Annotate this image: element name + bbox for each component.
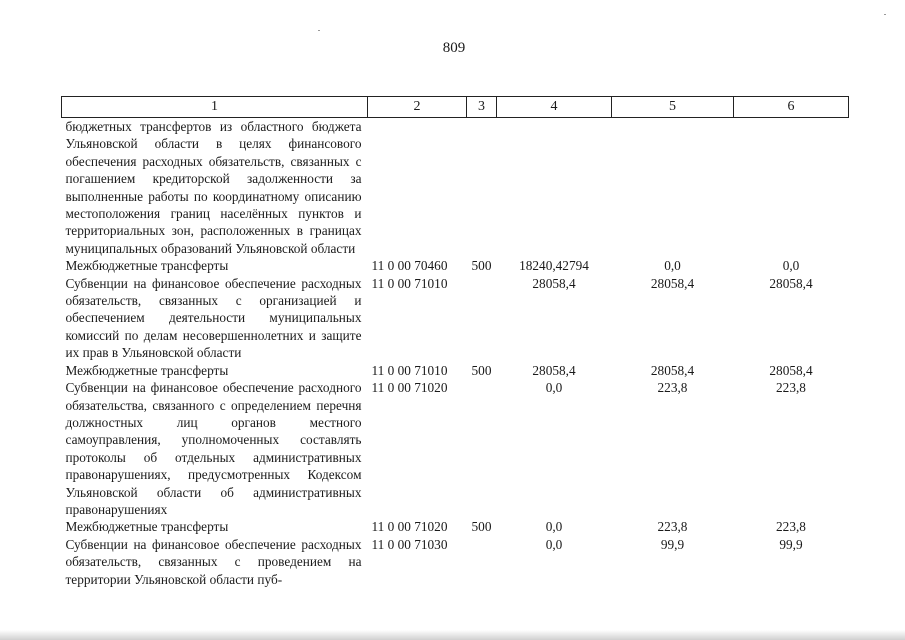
row-description: Субвенции на финансовое обеспечение расходных обязательств, связанных с организацией и обеспечением деятельности муниципальных комиссий по делам несовершеннолетних и защите их прав в Ульяновской области [65, 275, 362, 361]
scan-speck [318, 30, 320, 31]
scan-bottom-edge [0, 630, 905, 640]
budget-table [61, 96, 849, 588]
row-value-6: 223,8 [776, 519, 806, 535]
row-description: Межбюджетные трансферты [65, 519, 229, 535]
scan-speck [884, 14, 886, 15]
row-value-6: 0,0 [782, 258, 800, 274]
row-value-4: 0,0 [545, 519, 563, 535]
row-code: 11 0 00 71030 [371, 536, 448, 552]
table-row [62, 257, 849, 274]
row-value-4: 28058,4 [532, 362, 576, 378]
row-type [467, 536, 497, 588]
row-value-5: 28058,4 [650, 362, 695, 378]
row-type [467, 275, 497, 362]
column-header-6: 6 [734, 97, 849, 118]
column-header-2: 2 [368, 97, 467, 118]
page-number: 809 [442, 40, 466, 56]
table-row [62, 518, 849, 535]
column-header-3: 3 [467, 97, 497, 118]
column-header-5: 5 [612, 97, 734, 118]
row-value-6 [734, 118, 849, 258]
header-row [62, 97, 849, 118]
table-row [62, 536, 849, 588]
row-code [368, 118, 467, 258]
table-row [62, 379, 849, 518]
row-value-4 [497, 118, 612, 258]
table-row [62, 118, 849, 258]
row-value-6: 28058,4 [769, 275, 813, 291]
row-value-4: 0,0 [545, 536, 563, 552]
row-value-6: 223,8 [776, 380, 806, 396]
row-description: Межбюджетные трансферты [65, 362, 229, 378]
row-code: 11 0 00 71010 [371, 362, 448, 378]
row-value-6: 99,9 [779, 536, 803, 552]
row-type: 500 [471, 258, 492, 274]
row-value-4: 18240,42794 [519, 258, 589, 274]
row-code: 11 0 00 70460 [371, 258, 448, 274]
row-code: 11 0 00 71020 [371, 519, 448, 535]
row-type [467, 379, 497, 518]
row-value-4: 28058,4 [532, 275, 576, 291]
row-description: Межбюджетные трансферты [65, 258, 229, 274]
row-code: 11 0 00 71020 [371, 380, 448, 396]
row-value-4: 0,0 [545, 380, 563, 396]
row-value-6: 28058,4 [769, 362, 813, 378]
row-description: Субвенции на финансовое обеспечение расходных обязательств, связанных с проведением на территории Ульяновской области пуб- [65, 536, 362, 587]
column-header-1: 1 [62, 97, 368, 118]
table-row [62, 275, 849, 362]
row-description: бюджетных трансфертов из областного бюджета Ульяновской области в целях финансового обеспечения расходных обязательств, связанных с погашением кредиторской задолженности за выполненные работы по координатному описанию местоположения границ населённых пунктов и территориальных зон, расположенных в границах муниципальных образований Ульяновской области [65, 119, 362, 256]
row-type: 500 [471, 519, 492, 535]
column-header-4: 4 [497, 97, 612, 118]
row-value-5: 99,9 [660, 536, 685, 552]
table-row [62, 362, 849, 379]
row-value-5: 28058,4 [650, 275, 695, 291]
row-code: 11 0 00 71010 [371, 275, 448, 291]
row-value-5 [612, 118, 734, 258]
row-value-5: 223,8 [657, 380, 688, 396]
row-value-5: 223,8 [657, 519, 688, 535]
row-type: 500 [471, 362, 492, 378]
row-value-5: 0,0 [664, 258, 681, 274]
row-type [467, 118, 497, 258]
row-description: Субвенции на финансовое обеспечение расходного обязательства, связанного с определением перечня должностных лиц органов местного самоуправления, уполномоченных составлять протоколы об отдельных административных правонарушениях, предусмотренных Кодексом Ульяновской области об административных правонарушениях [65, 380, 362, 517]
